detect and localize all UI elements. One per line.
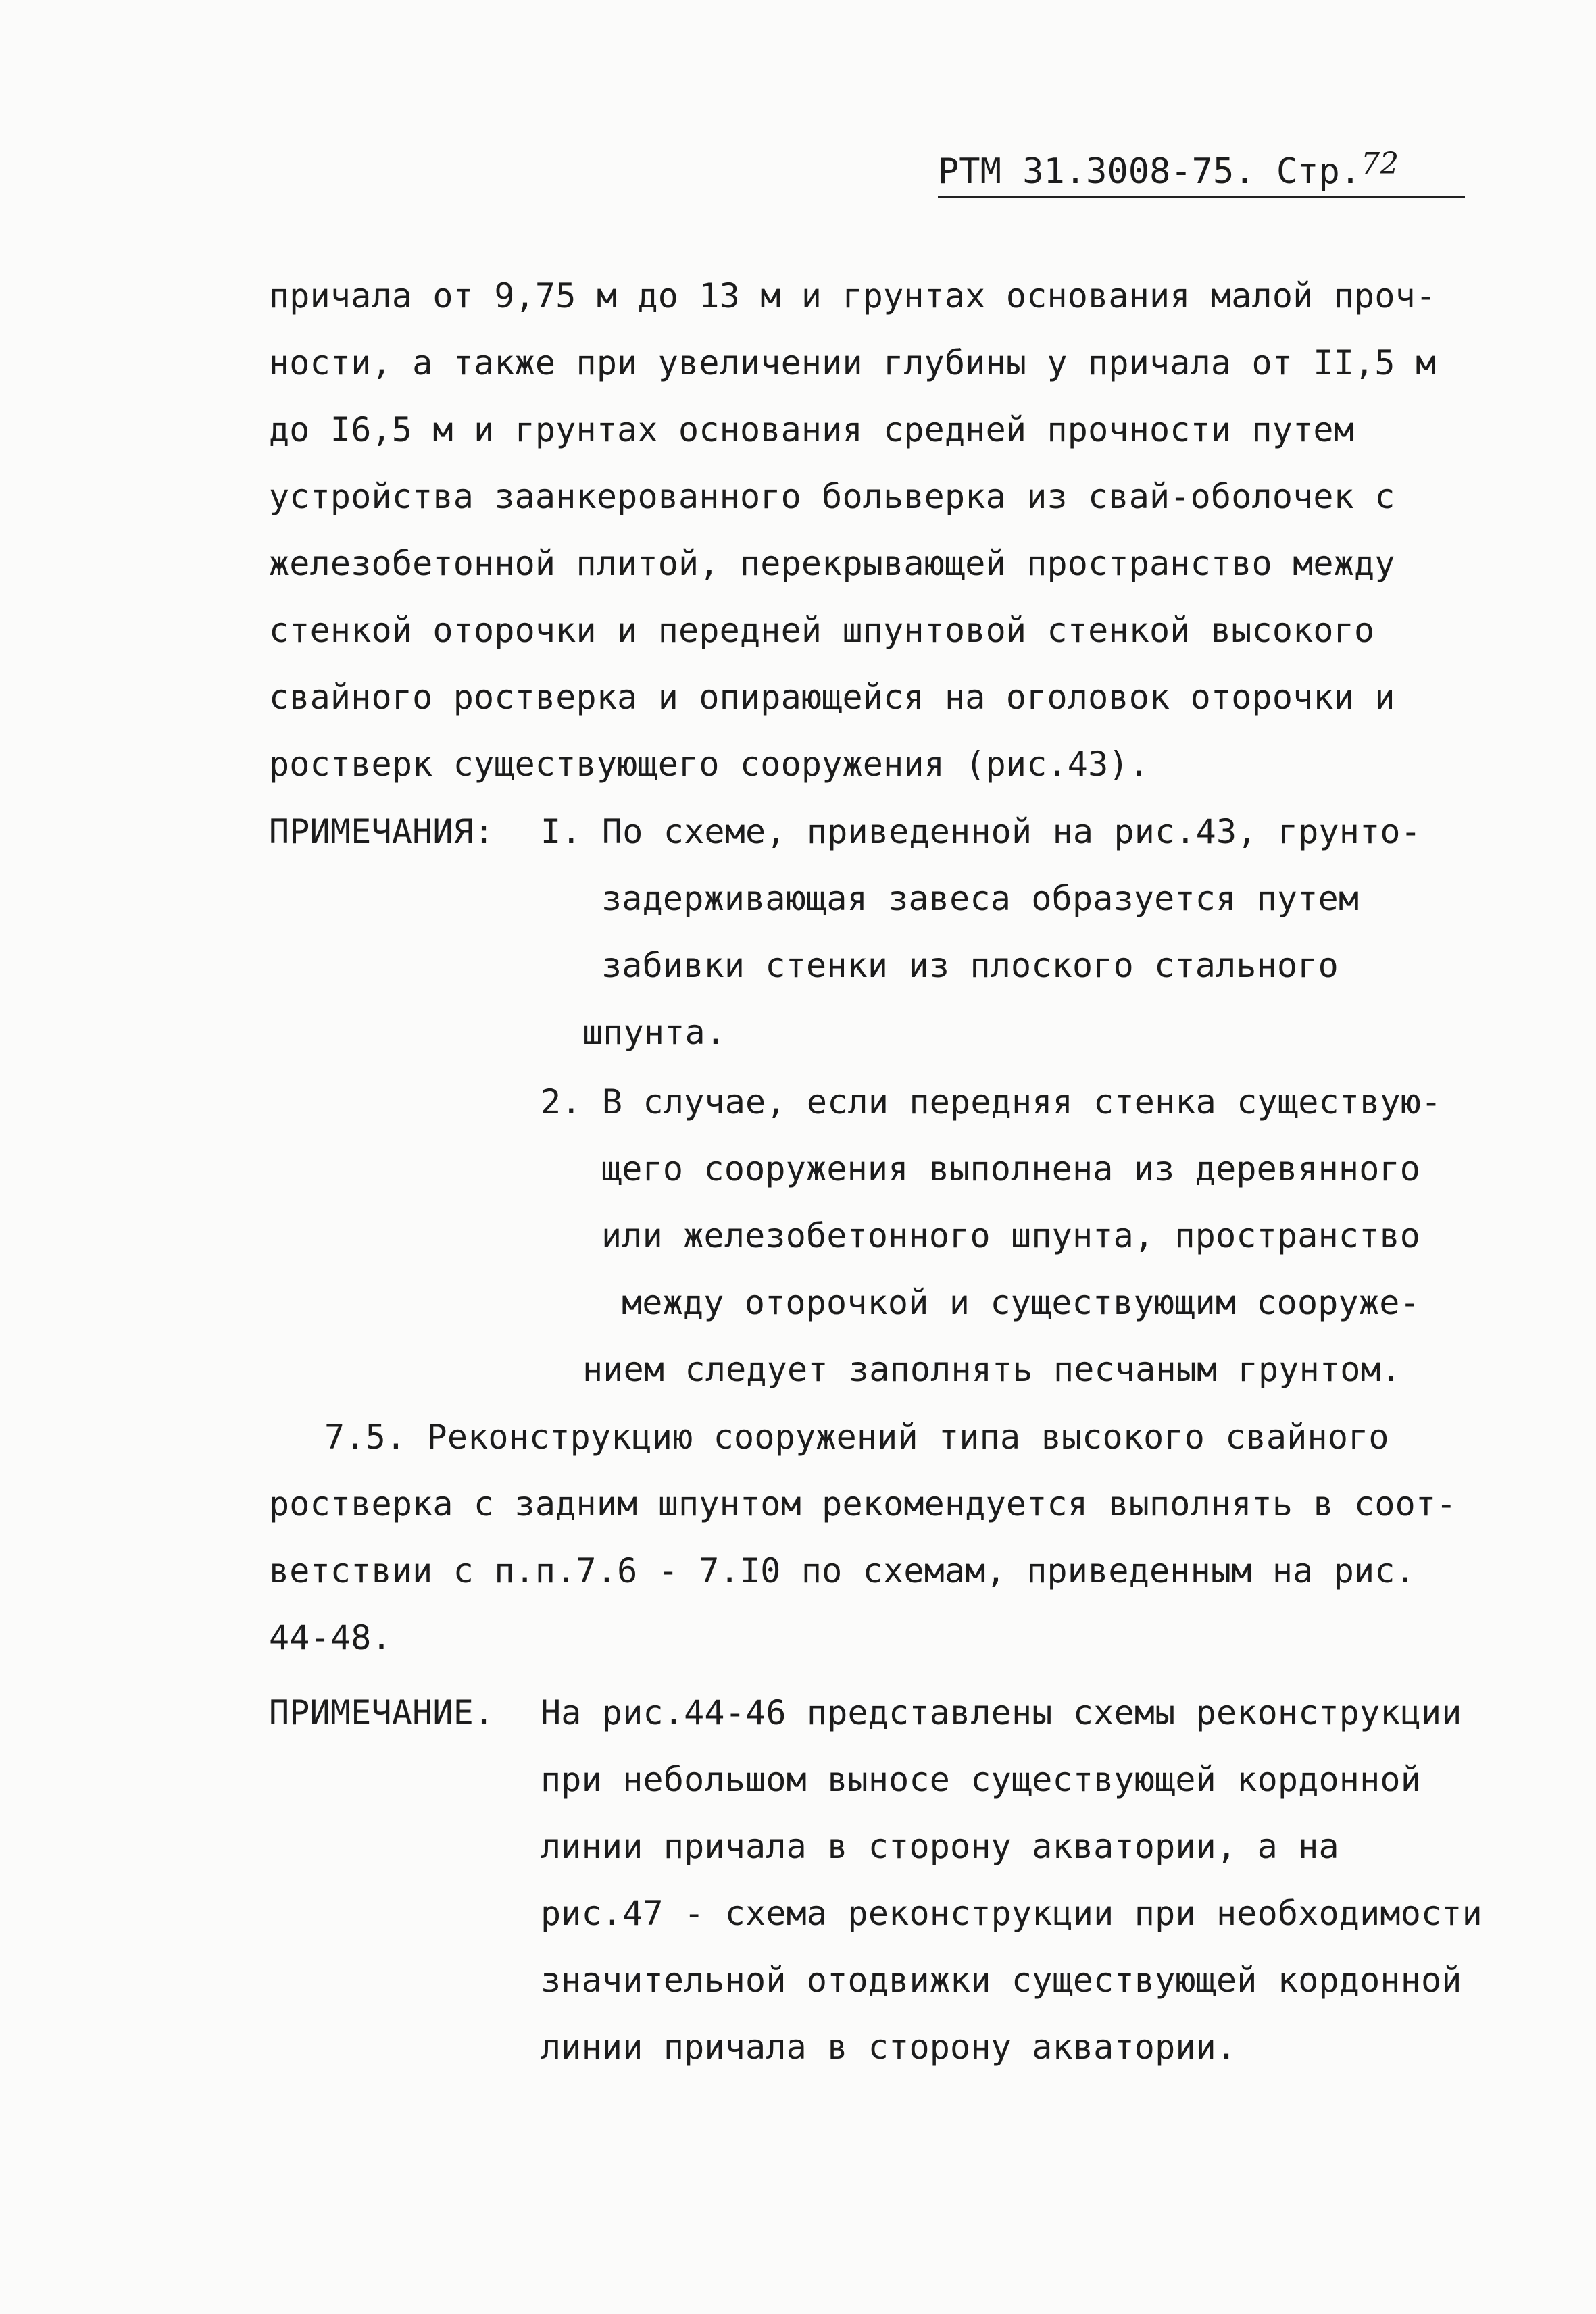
paragraph-line: ности, а также при увеличении глубины у причала от II,5 м <box>269 343 1437 382</box>
note-line: линии причала в сторону акватории, а на <box>541 1827 1339 1866</box>
note-1-line: забивки стенки из плоского стального <box>601 946 1339 985</box>
note-2-line: щего сооружения выполнена из деревянного <box>601 1149 1421 1188</box>
note-2-line: нием следует заполнять песчаным грунтом. <box>582 1350 1402 1389</box>
paragraph-line: железобетонной плитой, перекрывающей пространство между <box>269 544 1395 583</box>
note-2-line: между оторочкой и существующим сооруже- <box>622 1283 1420 1322</box>
notes-label: ПРИМЕЧАНИЯ: <box>269 812 495 851</box>
section-line: ветствии с п.п.7.6 - 7.I0 по схемам, приведенным на рис. <box>269 1551 1416 1590</box>
note-line: рис.47 - схема реконструкции при необходимости <box>541 1894 1482 1933</box>
note-1-line: шпунта. <box>582 1013 726 1052</box>
paragraph-line: устройства заанкерованного больверка из свай-оболочек с <box>269 477 1395 516</box>
page-header <box>938 147 1465 198</box>
note-line: На рис.44-46 представлены схемы реконструкции <box>541 1693 1462 1732</box>
section-line: 44-48. <box>269 1618 392 1657</box>
paragraph-line: до I6,5 м и грунтах основания средней прочности путем <box>269 410 1355 449</box>
paragraph-line: стенкой оторочки и передней шпунтовой стенкой высокого <box>269 611 1375 650</box>
paragraph-line: ростверк существующего сооружения (рис.43). <box>269 745 1150 784</box>
note-label: ПРИМЕЧАНИЕ. <box>269 1693 495 1732</box>
note-2-line: или железобетонного шпунта, пространство <box>601 1216 1421 1255</box>
section-line: ростверка с задним шпунтом рекомендуется выполнять в соот- <box>269 1484 1457 1524</box>
page-number: 72 <box>1361 147 1399 181</box>
note-line: значительной отодвижки существующей кордонной <box>541 1961 1462 2000</box>
paragraph-line: причала от 9,75 м до 13 м и грунтах основания малой проч- <box>269 276 1437 316</box>
note-1-line: I. По схеме, приведенной на рис.43, грунто- <box>541 812 1422 851</box>
document-code: РТМ 31.3008-75. Стр. <box>938 151 1362 192</box>
note-line: при небольшом выносе существующей кордонной <box>541 1760 1422 1799</box>
note-1-line: задерживающая завеса образуется путем <box>601 879 1360 918</box>
note-2-line: 2. В случае, если передняя стенка существую- <box>541 1082 1442 1122</box>
section-line: 7.5. Реконструкцию сооружений типа высокого свайного <box>324 1417 1389 1457</box>
paragraph-line: свайного ростверка и опирающейся на оголовок оторочки и <box>269 678 1395 717</box>
note-line: линии причала в сторону акватории. <box>541 2028 1237 2067</box>
